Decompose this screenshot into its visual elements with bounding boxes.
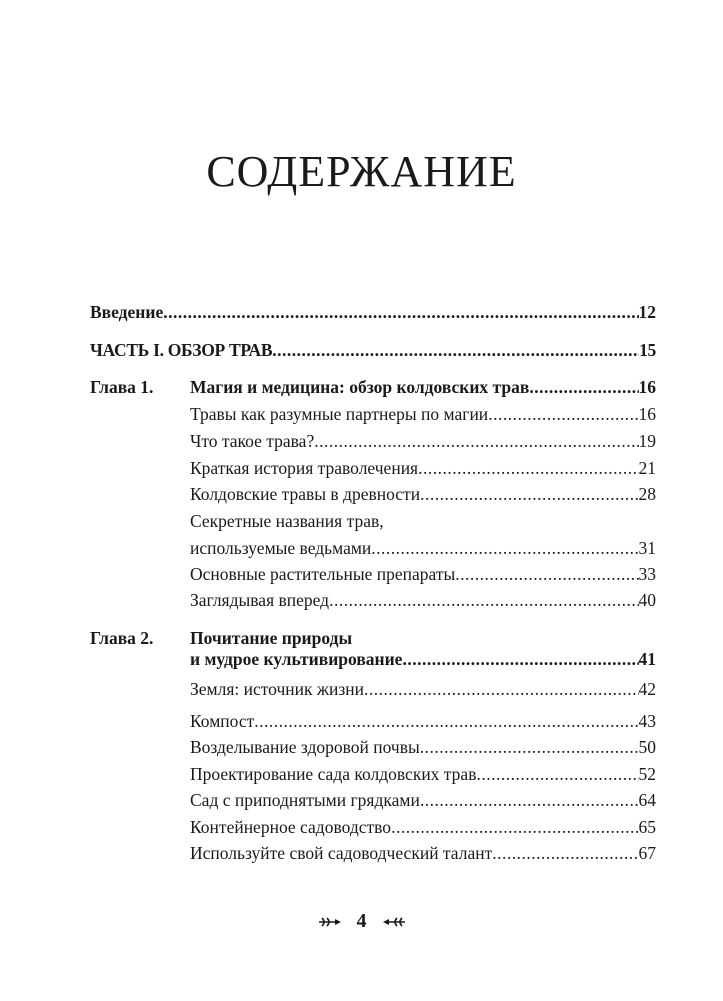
toc-entry-label: Что такое трава? xyxy=(190,431,315,451)
toc-entry-label: используемые ведьмами xyxy=(190,538,372,558)
toc-entry-label: Травы как разумные партнеры по магии xyxy=(190,404,489,424)
toc-entry[interactable] xyxy=(190,457,656,479)
toc-entry[interactable] xyxy=(190,563,656,585)
toc-entry[interactable] xyxy=(190,430,656,452)
toc-entry-page: 67 xyxy=(638,843,656,863)
chapter-1-title-entry[interactable] xyxy=(190,376,656,398)
toc-entry[interactable] xyxy=(190,589,656,611)
toc-entry-label: ЧАСТЬ I. ОБЗОР ТРАВ xyxy=(90,340,273,360)
toc-entry-label: Используйте свой садоводческий талант xyxy=(190,843,493,863)
page-footer xyxy=(0,910,723,933)
dot-leader xyxy=(402,648,638,670)
toc-entry[interactable] xyxy=(190,678,656,700)
dot-leader xyxy=(488,403,638,425)
toc-entry-page: 42 xyxy=(638,679,656,699)
toc-entry-page: 33 xyxy=(638,564,656,584)
toc-entry[interactable] xyxy=(190,816,656,838)
dot-leader xyxy=(420,483,638,505)
toc-entry-page: 12 xyxy=(638,302,656,322)
toc-entry-label: Компост xyxy=(190,711,255,731)
dot-leader xyxy=(391,816,638,838)
toc-entry[interactable] xyxy=(190,842,656,864)
toc-entry[interactable] xyxy=(190,736,656,758)
toc-entry-page: 15 xyxy=(639,340,656,360)
toc-entry-label: Колдовские травы в древности xyxy=(190,484,421,504)
dot-leader xyxy=(329,589,638,611)
toc-entry-page: 52 xyxy=(638,764,656,784)
page-number: 4 xyxy=(356,910,367,932)
toc-entry-label: и мудрое культивирование xyxy=(190,649,403,669)
toc-entry-page: 41 xyxy=(638,649,656,669)
toc-entry-part1[interactable] xyxy=(90,339,656,361)
toc-entry[interactable] xyxy=(190,403,656,425)
toc-entry-page: 64 xyxy=(638,790,656,810)
dot-leader xyxy=(272,339,639,361)
dot-leader xyxy=(492,842,638,864)
toc-entry-page: 40 xyxy=(638,590,656,610)
dot-leader xyxy=(163,301,638,323)
toc-entry-label: Основные растительные препараты xyxy=(190,564,456,584)
chapter-2-title-entry[interactable] xyxy=(190,648,656,670)
dot-leader xyxy=(420,789,639,811)
page-title: СОДЕРЖАНИЕ xyxy=(206,147,517,196)
dot-leader xyxy=(314,430,638,452)
toc-entry-intro[interactable] xyxy=(90,301,656,323)
dot-leader xyxy=(529,376,638,398)
dot-leader xyxy=(364,678,639,700)
chapter-2-number: Глава 2. xyxy=(90,628,154,648)
right-flourish-icon xyxy=(381,915,407,929)
toc-entry-label: Земля: источник жизни xyxy=(190,679,364,699)
toc-entry[interactable] xyxy=(190,537,656,559)
dot-leader xyxy=(371,537,638,559)
toc-entry-page: 43 xyxy=(638,711,656,731)
toc-entry[interactable] xyxy=(190,763,656,785)
toc-entry-label: Сад с приподнятыми грядками xyxy=(190,790,420,810)
toc-entry-page: 65 xyxy=(638,817,656,837)
toc-entry-label: Краткая история траволечения xyxy=(190,458,419,478)
toc-entry-page: 50 xyxy=(638,737,656,757)
dot-leader xyxy=(476,763,638,785)
dot-leader xyxy=(254,710,638,732)
toc-entry-page: 28 xyxy=(638,484,656,504)
dot-leader xyxy=(455,563,638,585)
toc-entry-label-line1: Секретные названия трав, xyxy=(190,511,384,531)
toc-entry[interactable] xyxy=(190,789,656,811)
chapter-2-title-line1: Почитание природы xyxy=(190,628,353,648)
toc-entry[interactable] xyxy=(190,710,656,732)
toc-entry-page: 31 xyxy=(638,538,656,558)
toc-entry-label: Проектирование сада колдовских трав xyxy=(190,764,477,784)
dot-leader xyxy=(418,457,638,479)
toc-entry-page: 19 xyxy=(638,431,656,451)
toc-entry-label: Введение xyxy=(90,302,164,322)
toc-entry-page: 16 xyxy=(638,377,656,397)
toc-entry-page: 21 xyxy=(638,458,656,478)
toc-entry-label: Заглядывая вперед xyxy=(190,590,330,610)
toc-entry[interactable] xyxy=(190,483,656,505)
left-flourish-icon xyxy=(317,915,343,929)
toc-entry-label: Контейнерное садоводство xyxy=(190,817,392,837)
toc-entry-page: 16 xyxy=(638,404,656,424)
dot-leader xyxy=(420,736,639,758)
toc-entry-label: Возделывание здоровой почвы xyxy=(190,737,420,757)
toc-entry-label: Магия и медицина: обзор колдовских трав xyxy=(190,377,530,397)
chapter-1-number: Глава 1. xyxy=(90,377,154,397)
